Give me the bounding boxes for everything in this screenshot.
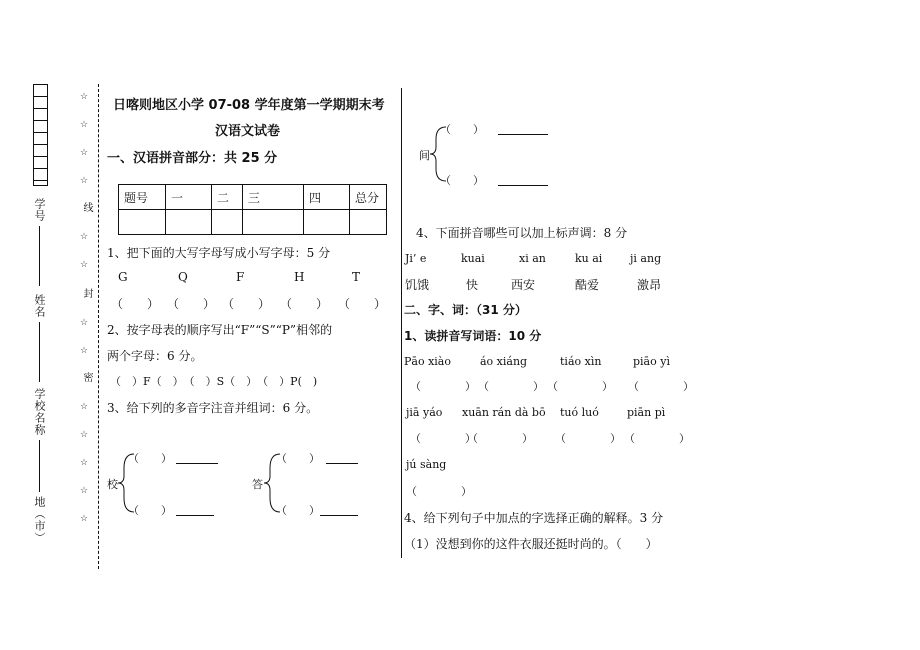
q2-text-cont: 两个字母：6 分。: [107, 349, 203, 363]
score-header: 总分: [350, 185, 387, 210]
word-answer-blank[interactable]: （ ）: [406, 485, 472, 498]
q3-text: 3、给下列的多音字注音并组词：6 分。: [107, 401, 319, 415]
q1-letter: H: [294, 270, 305, 284]
section2-sub1: 1、读拼音写词语：10 分: [404, 329, 542, 343]
score-header: 三: [243, 185, 304, 210]
q4-word: 西安: [511, 278, 536, 292]
q4-pinyin: ji ang: [630, 252, 662, 265]
score-cell[interactable]: [119, 210, 166, 235]
seal-star: ☆: [80, 430, 89, 440]
pinyin-word: tuó luó: [560, 406, 599, 419]
section2-q4-item1: （1）没想到你的这件衣服还挺时尚的。（ ）: [404, 537, 658, 551]
word-answer-blank[interactable]: （ ）: [410, 380, 476, 393]
q1-letter: Q: [178, 270, 188, 284]
q4-word: 激昂: [637, 278, 662, 292]
word-answer-blank[interactable]: （ ）: [547, 380, 613, 393]
q1-letter: F: [236, 270, 245, 284]
section1-heading: 一、汉语拼音部分：共 25 分: [107, 151, 278, 166]
word-blank[interactable]: [320, 504, 358, 516]
school-name-label: 学校名称: [33, 388, 46, 436]
district-label: 地（市）: [33, 496, 46, 544]
pinyin-blank[interactable]: （ ）: [276, 504, 320, 517]
q2-text: 2、按字母表的顺序写出“F”“S”“P”相邻的: [107, 323, 333, 337]
pinyin-word: jú sàng: [406, 458, 447, 471]
q4-pinyin: Ji’ e: [405, 252, 427, 265]
q1-text: 1、把下面的大写字母写成小写字母：5 分: [107, 246, 331, 260]
word-answer-blank[interactable]: （ ）: [467, 432, 533, 445]
school-name-line: [39, 440, 40, 492]
seal-star: ☆: [80, 514, 89, 524]
score-header: 题号: [119, 185, 166, 210]
word-answer-blank[interactable]: （ ）: [478, 380, 544, 393]
pinyin-word: xuān rán dà bō: [462, 406, 546, 419]
polyphonic-char-jian: 间: [419, 149, 430, 162]
polyphonic-char-xiao: 校: [107, 478, 118, 491]
word-answer-blank[interactable]: （ ）: [555, 432, 621, 445]
pinyin-blank[interactable]: （ ）: [276, 452, 320, 465]
score-cell[interactable]: [304, 210, 350, 235]
pinyin-word: piān pì: [627, 406, 666, 419]
section2-heading: 二、字、词：（31 分）: [404, 303, 527, 317]
score-header: 四: [304, 185, 350, 210]
section2-q4-heading: 4、给下列句子中加点的字选择正确的解释。3 分: [404, 511, 664, 525]
word-blank[interactable]: [176, 504, 214, 516]
seal-star: ☆: [80, 260, 89, 270]
q4-pinyin: xi an: [519, 252, 546, 265]
q1-answer-blank[interactable]: （ ）: [280, 297, 329, 311]
seal-char-xian: 线: [81, 202, 92, 212]
pinyin-word: tiáo xìn: [560, 355, 602, 368]
name-line: [39, 322, 40, 382]
polyphonic-char-da: 答: [252, 478, 263, 491]
q4-text: 4、下面拼音哪些可以加上标声调：8 分: [416, 226, 628, 240]
seal-char-mi: 密: [81, 372, 92, 382]
score-cell[interactable]: [243, 210, 304, 235]
word-blank[interactable]: [498, 174, 548, 186]
score-header: 一: [166, 185, 212, 210]
exam-subtitle: 汉语文试卷: [215, 124, 281, 139]
q4-pinyin: ku ai: [575, 252, 603, 265]
q1-answer-blank[interactable]: （ ）: [167, 297, 216, 311]
student-id-boxes[interactable]: [33, 84, 48, 186]
seal-char-feng: 封: [81, 288, 92, 298]
student-id-line: [39, 226, 40, 286]
seal-star: ☆: [80, 458, 89, 468]
pinyin-blank[interactable]: （ ）: [128, 504, 172, 517]
word-blank[interactable]: [176, 452, 218, 464]
pinyin-word: piāo yì: [633, 355, 670, 368]
word-answer-blank[interactable]: （ ）: [628, 380, 694, 393]
name-label: 姓名: [33, 294, 46, 318]
seal-star: ☆: [80, 148, 89, 158]
pinyin-word: áo xiáng: [480, 355, 528, 368]
exam-title: 日喀则地区小学 07-08 学年度第一学期期末考: [113, 98, 385, 113]
word-blank[interactable]: [498, 123, 548, 135]
score-table: [118, 184, 387, 235]
score-cell[interactable]: [350, 210, 387, 235]
seal-star: ☆: [80, 346, 89, 356]
score-header: 二: [212, 185, 243, 210]
seal-star: ☆: [80, 402, 89, 412]
pinyin-blank[interactable]: （ ）: [128, 452, 172, 465]
q4-word: 酷爱: [575, 278, 600, 292]
q4-word: 饥饿: [405, 278, 430, 292]
pinyin-word: jiā yáo: [406, 406, 443, 419]
student-id-label: 学号: [33, 198, 46, 222]
seal-star: ☆: [80, 92, 89, 102]
word-answer-blank[interactable]: （ ）: [624, 432, 690, 445]
pinyin-blank[interactable]: （ ）: [440, 174, 484, 187]
q2-answer-line[interactable]: （ ）F（ ） （ ）S（ ） （ ）P( ): [110, 375, 318, 388]
seal-star: ☆: [80, 318, 89, 328]
seal-dashed-line: [98, 84, 99, 569]
seal-star: ☆: [80, 232, 89, 242]
seal-star: ☆: [80, 486, 89, 496]
word-answer-blank[interactable]: （ ）: [410, 432, 476, 445]
q1-answer-blank[interactable]: （ ）: [111, 297, 160, 311]
pinyin-word: Pāo xiào: [404, 355, 451, 368]
q1-answer-blank[interactable]: （ ）: [338, 297, 387, 311]
q1-letter: T: [352, 270, 361, 284]
seal-star: ☆: [80, 176, 89, 186]
score-cell[interactable]: [212, 210, 243, 235]
column-divider: [401, 88, 402, 558]
q4-pinyin: kuai: [461, 252, 485, 265]
word-blank[interactable]: [326, 452, 358, 464]
pinyin-blank[interactable]: （ ）: [440, 123, 484, 136]
q4-word: 快: [466, 278, 479, 292]
q1-letter: G: [118, 270, 128, 284]
seal-star: ☆: [80, 120, 89, 130]
q1-answer-blank[interactable]: （ ）: [222, 297, 271, 311]
score-cell[interactable]: [166, 210, 212, 235]
